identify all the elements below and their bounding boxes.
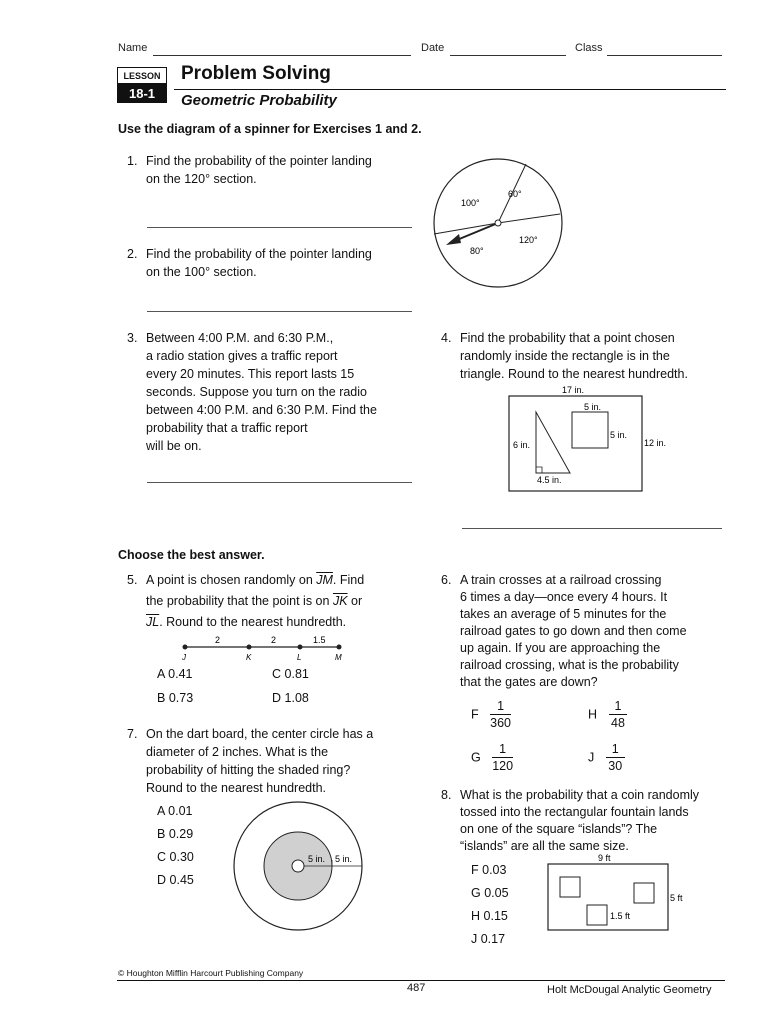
length-jk: 2 bbox=[215, 635, 221, 645]
q4-answer-line[interactable] bbox=[462, 528, 722, 529]
q7-line-1: On the dart board, the center circle has a bbox=[146, 727, 374, 741]
q7-choice-a[interactable]: A 0.01 bbox=[157, 804, 193, 818]
page-number: 487 bbox=[407, 982, 426, 994]
q3-line-6: probability that a traffic report bbox=[146, 421, 308, 435]
q6-line-1: A train crosses at a railroad crossing bbox=[460, 573, 662, 587]
point-k bbox=[247, 645, 252, 650]
spinner-label-100: 100° bbox=[461, 198, 480, 208]
q8-choice-h[interactable]: H 0.15 bbox=[471, 909, 508, 923]
q8-line-2: tossed into the rectangular fountain lands bbox=[460, 805, 689, 819]
q3-line-1: Between 4:00 P.M. and 6:30 P.M., bbox=[146, 331, 334, 345]
q3-line-3: every 20 minutes. This report lasts 15 bbox=[146, 367, 355, 381]
page-subtitle: Geometric Probability bbox=[181, 92, 337, 109]
q2-number: 2. bbox=[127, 247, 138, 261]
q6-choice-f[interactable]: F $\frac{1}{360}$ bbox=[471, 699, 511, 730]
triangle-height-label: 6 in. bbox=[513, 440, 531, 450]
class-field[interactable] bbox=[607, 55, 722, 56]
q5-line-1: A point is chosen randomly on $\overline{JM}$. Find bbox=[146, 573, 365, 587]
spinner-divider bbox=[498, 214, 560, 223]
label-l: L bbox=[297, 653, 302, 662]
fountain-diagram bbox=[540, 852, 690, 934]
intro-instruction: Use the diagram of a spinner for Exercises 1 and 2. bbox=[118, 122, 422, 136]
q5-line-3: $\overline{JL}$. Round to the nearest hundredth. bbox=[146, 615, 347, 629]
q6-line-5: up again. If you are approaching the bbox=[460, 641, 661, 655]
inner-triangle bbox=[536, 412, 570, 473]
right-angle-mark bbox=[536, 467, 542, 473]
spinner-diagram bbox=[432, 154, 567, 289]
label-k: K bbox=[246, 653, 252, 662]
q6-line-3: takes an average of 5 minutes for the bbox=[460, 607, 667, 621]
q7-line-2: diameter of 2 inches. What is the bbox=[146, 745, 329, 759]
q7-line-4: Round to the nearest hundredth. bbox=[146, 781, 326, 795]
island-square bbox=[634, 883, 654, 903]
q6-choice-j[interactable]: J $\frac{1}{30}$ bbox=[588, 741, 625, 774]
spinner-hub bbox=[495, 220, 501, 226]
rect-height-label: 12 in. bbox=[644, 438, 667, 448]
fountain-width-label: 9 ft bbox=[598, 853, 611, 863]
section-instruction: Choose the best answer. bbox=[118, 548, 265, 562]
q6-line-7: that the gates are down? bbox=[460, 675, 598, 689]
q8-line-3: on one of the square “islands”? The bbox=[460, 822, 658, 836]
lesson-label: LESSON bbox=[117, 67, 167, 84]
outer-radius-label: 5 in. bbox=[335, 854, 353, 864]
square-top-label: 5 in. bbox=[584, 402, 602, 412]
rect-width-label: 17 in. bbox=[562, 385, 585, 395]
q5-choice-c[interactable]: C 0.81 bbox=[272, 667, 309, 681]
q6-line-4: railroad gates to go down and then come bbox=[460, 624, 687, 638]
q8-choice-f[interactable]: F 0.03 bbox=[471, 863, 507, 877]
date-label: Date bbox=[421, 42, 445, 54]
lesson-number: 18-1 bbox=[117, 84, 167, 103]
footer-rule bbox=[117, 980, 725, 981]
label-j: J bbox=[182, 653, 186, 662]
q4-line-1: Find the probability that a point chosen bbox=[460, 331, 675, 345]
title-rule bbox=[174, 89, 726, 90]
q3-line-4: seconds. Suppose you turn on the radio bbox=[146, 385, 367, 399]
q6-line-2: 6 times a day—once every 4 hours. It bbox=[460, 590, 668, 604]
q5-choice-b[interactable]: B 0.73 bbox=[157, 691, 194, 705]
number-line bbox=[175, 633, 355, 663]
q7-choice-b[interactable]: B 0.29 bbox=[157, 827, 194, 841]
square-side-label: 5 in. bbox=[610, 430, 628, 440]
point-m bbox=[337, 645, 342, 650]
fountain-height-label: 5 ft bbox=[670, 893, 683, 903]
pointer-arrowhead bbox=[446, 234, 461, 245]
inner-radius-label: 5 in. bbox=[308, 854, 326, 864]
q8-choice-j[interactable]: J 0.17 bbox=[471, 932, 506, 946]
spinner-divider bbox=[434, 223, 498, 234]
q6-number: 6. bbox=[441, 573, 452, 587]
q8-choice-g[interactable]: G 0.05 bbox=[471, 886, 509, 900]
q7-number: 7. bbox=[127, 727, 138, 741]
triangle-base-label: 4.5 in. bbox=[537, 475, 562, 485]
name-label: Name bbox=[118, 42, 148, 54]
center-circle bbox=[292, 860, 304, 872]
point-j bbox=[183, 645, 188, 650]
spinner-label-120: 120° bbox=[519, 235, 538, 245]
q5-line-2: the probability that the point is on $\overline{JK}$ or bbox=[146, 594, 363, 608]
q3-answer-line[interactable] bbox=[147, 482, 412, 483]
q8-number: 8. bbox=[441, 788, 452, 802]
q8-line-1: What is the probability that a coin randomly bbox=[460, 788, 700, 802]
label-m: M bbox=[335, 653, 342, 662]
name-field[interactable] bbox=[153, 55, 411, 56]
q6-choice-h[interactable]: H $\frac{1}{48}$ bbox=[588, 698, 627, 731]
book-title: Holt McDougal Analytic Geometry bbox=[547, 984, 712, 996]
spinner-label-80: 80° bbox=[470, 246, 484, 256]
spinner-label-60: 60° bbox=[508, 189, 522, 199]
q6-choice-g[interactable]: G $\frac{1}{120}$ bbox=[471, 742, 514, 773]
q1-number: 1. bbox=[127, 154, 138, 168]
island-size-label: 1.5 ft bbox=[610, 911, 631, 921]
dart-board bbox=[230, 798, 370, 938]
date-field[interactable] bbox=[450, 55, 566, 56]
inner-square bbox=[572, 412, 608, 448]
q1-line-1: Find the probability of the pointer landing bbox=[146, 154, 372, 168]
q7-choice-c[interactable]: C 0.30 bbox=[157, 850, 194, 864]
page-title: Problem Solving bbox=[181, 63, 331, 84]
q2-line-1: Find the probability of the pointer landing bbox=[146, 247, 372, 261]
length-kl: 2 bbox=[271, 635, 277, 645]
q2-answer-line[interactable] bbox=[147, 311, 412, 312]
q7-choice-d[interactable]: D 0.45 bbox=[157, 873, 194, 887]
q3-number: 3. bbox=[127, 331, 138, 345]
q4-line-2: randomly inside the rectangle is in the bbox=[460, 349, 670, 363]
q2-line-2: on the 100° section. bbox=[146, 265, 257, 279]
q5-choice-d[interactable]: D 1.08 bbox=[272, 691, 309, 705]
q5-choice-a[interactable]: A 0.41 bbox=[157, 667, 193, 681]
q4-number: 4. bbox=[441, 331, 452, 345]
q8-line-4: “islands” are all the same size. bbox=[460, 839, 629, 853]
island-square bbox=[560, 877, 580, 897]
q6-line-6: railroad crossing, what is the probability bbox=[460, 658, 679, 672]
q3-line-7: will be on. bbox=[146, 439, 202, 453]
q1-line-2: on the 120° section. bbox=[146, 172, 257, 186]
q7-line-3: probability of hitting the shaded ring? bbox=[146, 763, 351, 777]
q3-line-2: a radio station gives a traffic report bbox=[146, 349, 338, 363]
point-l bbox=[298, 645, 303, 650]
q3-line-5: between 4:00 P.M. and 6:30 P.M. Find the bbox=[146, 403, 377, 417]
island-square bbox=[587, 905, 607, 925]
q5-number: 5. bbox=[127, 573, 138, 587]
length-lm: 1.5 bbox=[313, 635, 326, 645]
rectangle-triangle-figure bbox=[500, 382, 680, 497]
q4-line-3: triangle. Round to the nearest hundredth. bbox=[460, 367, 688, 381]
copyright: © Houghton Mifflin Harcourt Publishing Company bbox=[118, 968, 304, 978]
class-label: Class bbox=[575, 42, 603, 54]
q1-answer-line[interactable] bbox=[147, 227, 412, 228]
